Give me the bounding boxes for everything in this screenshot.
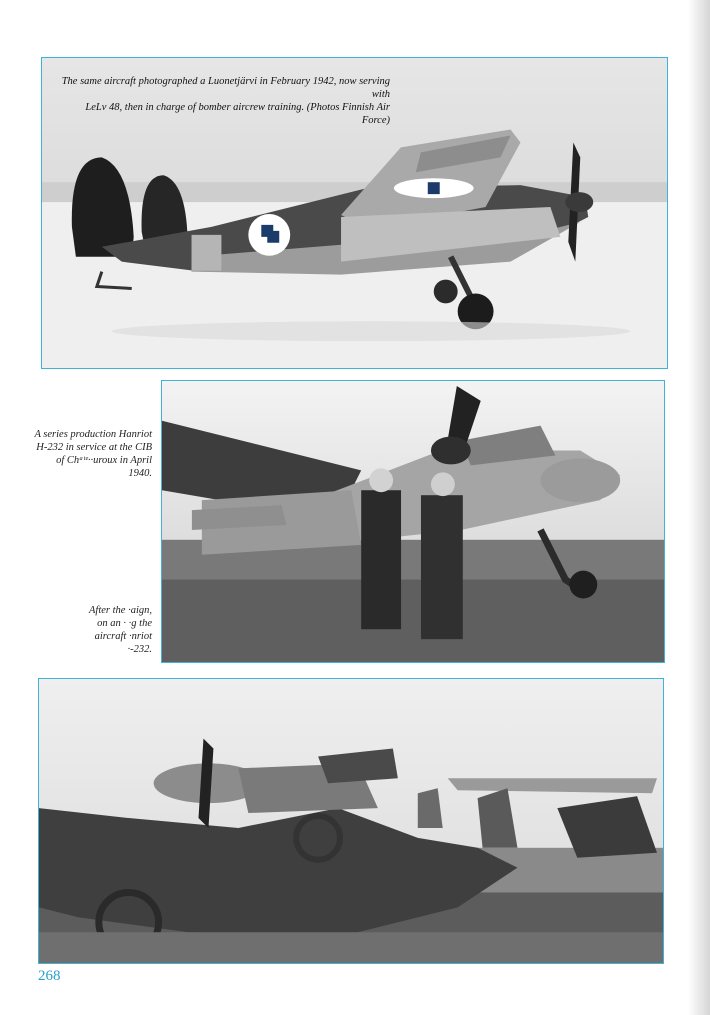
- page-edge-shadow: [688, 0, 710, 1015]
- photo-hanriot-crew: [161, 380, 665, 663]
- page-number: 268: [38, 968, 61, 984]
- photo3-caption-line: After the ·aign,: [89, 605, 152, 616]
- photo-wrecked-aircraft: [38, 678, 664, 964]
- photo3-caption-line: on an · ·g the: [97, 618, 152, 629]
- photo3-caption: [32, 604, 152, 656]
- photo2-caption-line: 1940.: [128, 468, 152, 479]
- photo1-caption-line: The same aircraft photographed a Luonetjärvi in February 1942, now serving with: [61, 76, 390, 100]
- photo1-caption: [60, 75, 390, 127]
- photo1-caption-line: LeLv 48, then in charge of bomber aircrew training. (Photos Finnish Air Force): [85, 102, 390, 126]
- photo2-caption-line: H-232 in service at the CIB: [36, 442, 152, 453]
- photo2-caption-line: A series production Hanriot: [34, 429, 152, 440]
- photo2-caption-line: of Chᵃᵗᵉ··uroux in April: [56, 455, 152, 466]
- photo3-caption-line: aircraft ·nriot: [94, 631, 152, 642]
- photo3-caption-line: ·-232.: [127, 644, 152, 655]
- photo2-caption: [32, 428, 152, 480]
